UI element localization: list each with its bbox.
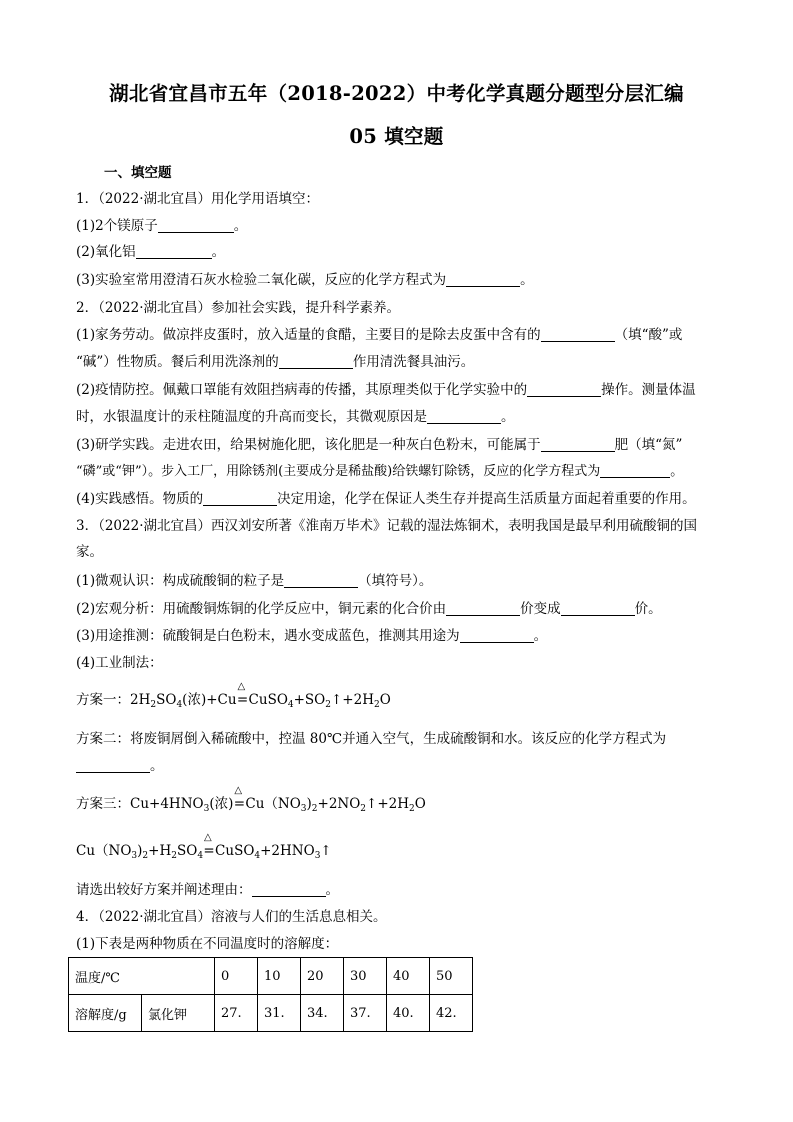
temp-cell: 20 <box>301 958 344 995</box>
document-subtitle: 05 填空题 <box>349 125 444 148</box>
q2-part2-line2: 时，水银温度计的汞柱随温度的升高而变长，其微观原因是 。 <box>76 409 515 425</box>
answer-blank[interactable] <box>284 572 358 588</box>
document-title: 湖北省宜昌市五年（2018-2022）中考化学真题分题型分层汇编 <box>109 82 684 105</box>
q2-part3-line1: (3)研学实践。走进农田，给果树施化肥，该化肥是一种灰白色粉末，可能属于 肥（填“氮” <box>76 437 683 453</box>
q1-stem: 1．（2022·湖北宜昌）用化学用语填空： <box>76 191 319 207</box>
solubility-table <box>68 957 473 1032</box>
q2-part3-line2: “磷”或“钾”）。步入工厂，用除锈剂(主要成分是稀盐酸)给铁螺钉除锈，反应的化学方程式为 。 <box>76 464 684 479</box>
q3-choose: 请选出较好方案并阐述理由： 。 <box>76 882 339 898</box>
answer-blank[interactable] <box>446 271 520 287</box>
q3-plan2-line2: 。 <box>76 754 164 774</box>
q3-part2: (2)宏观分析：用硫酸铜炼铜的化学反应中，铜元素的化合价由 价变成 价。 <box>76 601 662 617</box>
answer-blank[interactable] <box>203 490 277 506</box>
q3-stem-line1: 3．（2022·湖北宜昌）西汉刘安所著《淮南万毕术》记载的湿法炼铜术，表明我国是最早利用硫酸铜的国 <box>76 518 697 534</box>
q2-part2-line1: (2)疫情防控。佩戴口罩能有效阻挡病毒的传播，其原理类似于化学实验中的 操作。测量体温 <box>76 382 696 398</box>
answer-blank[interactable] <box>541 326 615 342</box>
q2-stem: 2．（2022·湖北宜昌）参加社会实践，提升科学素养。 <box>76 300 400 316</box>
temp-cell: 40 <box>387 958 430 995</box>
q1-part1: (1)2个镁原子 。 <box>76 218 248 234</box>
answer-blank[interactable] <box>279 353 353 369</box>
solubility-cell: 27. <box>215 995 258 1032</box>
q3-part1: (1)微观认识：构成硫酸铜的粒子是 （填符号）。 <box>76 573 433 589</box>
solubility-label: 溶解度/g <box>69 995 142 1032</box>
temp-cell: 0 <box>215 958 258 995</box>
answer-blank[interactable] <box>158 217 234 233</box>
temp-cell: 50 <box>430 958 473 995</box>
solubility-cell: 34. <box>301 995 344 1032</box>
q1-part2: (2)氧化铝 。 <box>76 244 226 260</box>
answer-blank[interactable] <box>136 243 212 259</box>
solubility-cell: 31. <box>258 995 301 1032</box>
table-row <box>69 995 473 1032</box>
answer-blank[interactable] <box>427 408 501 424</box>
q2-part4: (4)实践感悟。物质的 决定用途，化学在保证人类生存并提高生活质量方面起着重要的作用。 <box>76 491 696 507</box>
temp-cell: 30 <box>344 958 387 995</box>
q1-part3: (3)实验室常用澄清石灰水检验二氧化碳，反应的化学方程式为 。 <box>76 272 534 288</box>
q4-stem: 4．（2022·湖北宜昌）溶液与人们的生活息息相关。 <box>76 909 387 925</box>
plan3-equation-2: $Cu(NO_3)_2+H_2SO_4$ △ $=CuSO_4+2HNO_3↑$ <box>76 832 332 861</box>
answer-blank[interactable] <box>527 381 601 397</box>
answer-blank[interactable] <box>460 627 534 643</box>
answer-blank[interactable] <box>600 462 670 478</box>
plan1-equation: $2H_2SO_4$(浓)+Cu △ $=CuSO_4+SO_2↑+2H_2O$ <box>130 681 391 710</box>
q3-part3: (3)用途推测：硫酸铜是白色粉末，遇水变成蓝色，推测其用途为 。 <box>76 628 548 644</box>
answer-blank[interactable] <box>561 600 635 616</box>
solubility-cell: 40. <box>387 995 430 1032</box>
q3-plan3: 方案三：$Cu+4HNO_3$(浓) △ $=Cu(NO_3)_2+2NO_2↑+2H_2O$ <box>76 785 426 814</box>
q3-plan1: 方案一：$2H_2SO_4$(浓)+Cu △ $=CuSO_4+SO_2↑+2H_2O$ <box>76 681 391 710</box>
substance-name: 氯化钾 <box>142 995 215 1032</box>
answer-blank[interactable] <box>76 757 150 773</box>
solubility-cell: 37. <box>344 995 387 1032</box>
q2-part1-line2: “碱”）性物质。餐后利用洗涤剂的 作用清洗餐具油污。 <box>76 354 475 370</box>
q4-part1: (1)下表是两种物质在不同温度时的溶解度： <box>76 936 339 952</box>
q3-part4: (4)工业制法： <box>76 655 163 671</box>
section-heading: 一、填空题 <box>104 165 172 181</box>
answer-blank[interactable] <box>252 881 326 897</box>
q2-part1-line1: (1)家务劳动。做凉拌皮蛋时，放入适量的食醋，主要目的是除去皮蛋中含有的 （填“酸”或 <box>76 327 683 343</box>
solubility-cell: 42. <box>430 995 473 1032</box>
plan3-equation-1: $Cu+4HNO_3$(浓) △ $=Cu(NO_3)_2+2NO_2↑+2H_2O$ <box>130 785 426 814</box>
q3-stem-line2: 家。 <box>76 544 103 560</box>
q3-plan2-line1: 方案二：将废铜屑倒入稀硫酸中，控温 80℃并通入空气，生成硫酸铜和水。该反应的化学方程式为 <box>76 731 667 747</box>
answer-blank[interactable] <box>541 436 615 452</box>
temp-header: 温度/℃ <box>69 958 215 995</box>
table-row <box>69 958 473 995</box>
answer-blank[interactable] <box>446 600 520 616</box>
temp-cell: 10 <box>258 958 301 995</box>
